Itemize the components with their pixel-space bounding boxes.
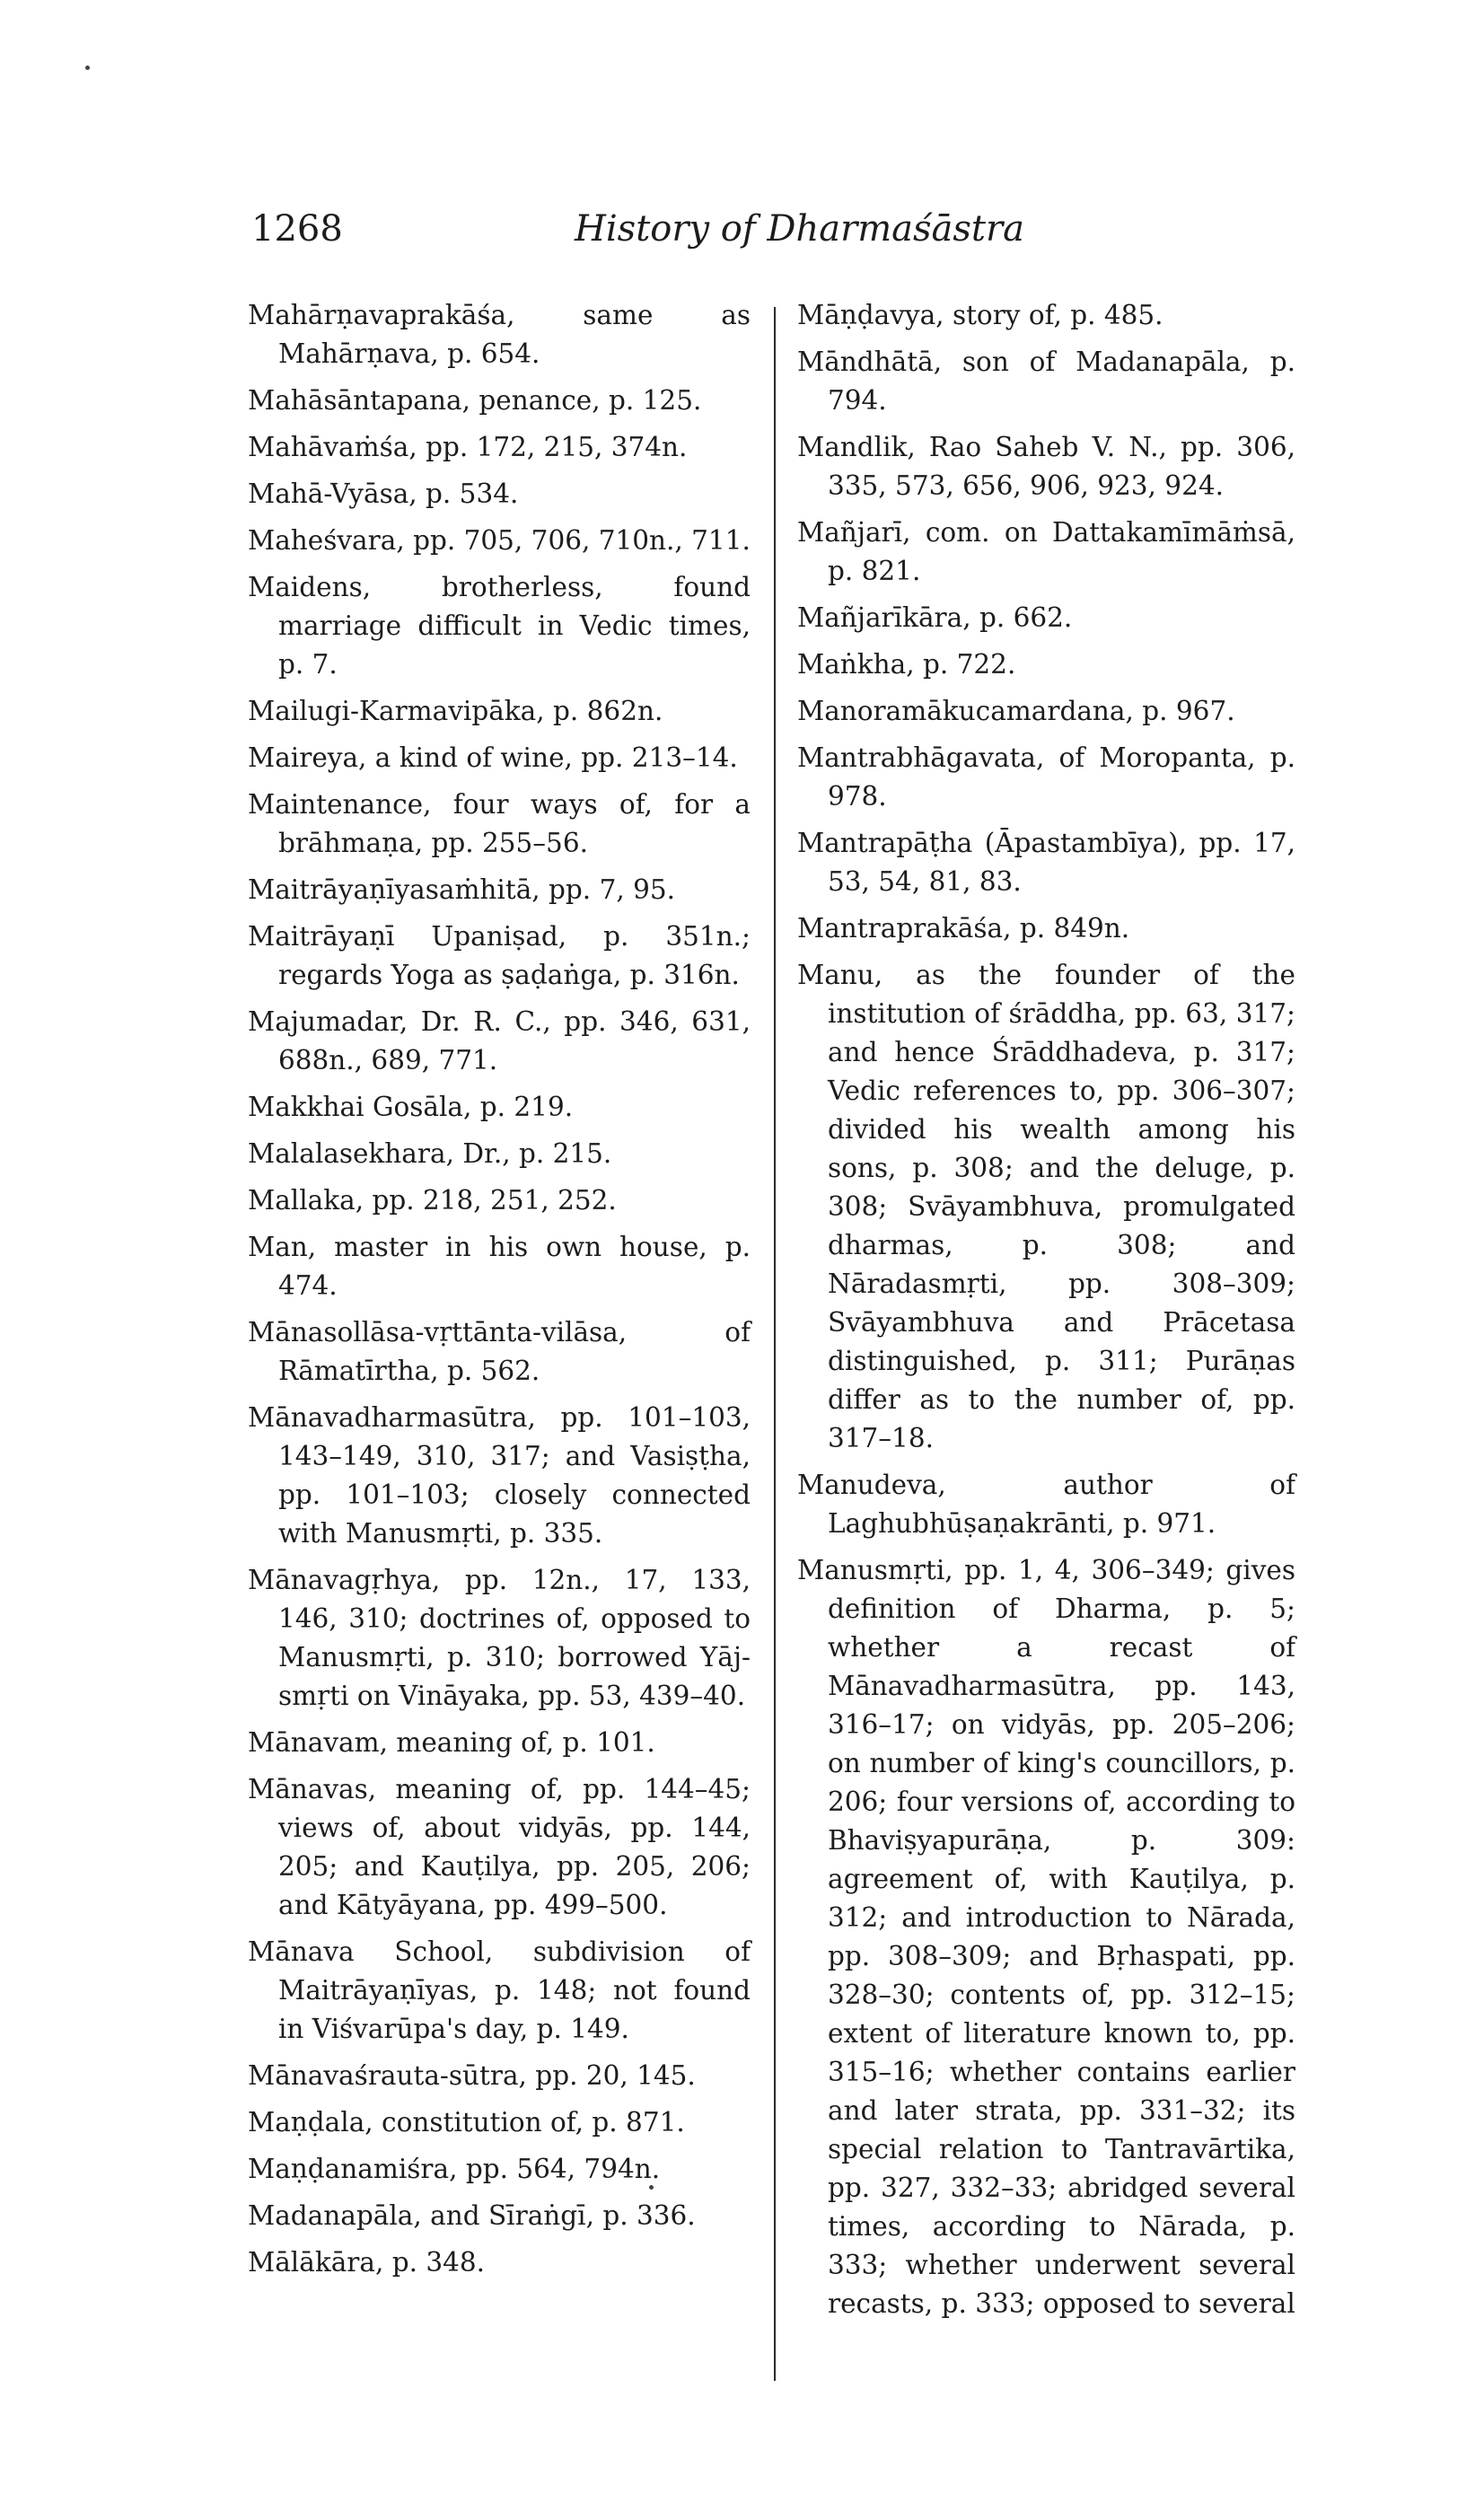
index-entry: Mantraprakāśa, p. 849n. xyxy=(797,913,1130,944)
index-entry: Mānava School, subdivision of Maitrāyaṇīyas, p. 148; not found in Viśvarūpa's day, p. 149. xyxy=(248,1936,751,2044)
scan-speck xyxy=(85,66,90,70)
index-entry: Māndhātā, son of Madanapāla, p. 794. xyxy=(797,347,1295,416)
index-entry: Mantrabhāgavata, of Moropanta, p. 978. xyxy=(797,742,1295,812)
index-entry: Mahāsāntapana, penance, p. 125. xyxy=(248,385,702,416)
index-entry: Maṅkha, p. 722. xyxy=(797,649,1016,680)
index-entry: Mānavadharmasūtra, pp. 101–103, 143–149, 310, 317; and Vasiṣṭha, pp. 101–103; closely connected with Manusmṛti, p. 335. xyxy=(248,1402,751,1549)
index-entry: Mahārṇavaprakāśa, same as Mahārṇava, p. 654. xyxy=(248,300,751,369)
index-entry: Manusmṛti, pp. 1, 4, 306–349; gives definition of Dharma, p. 5; whether a recast of Mānavadharmasūtra, pp. 143, 316–17; on vidyās, pp. 205–206; on number of king's councillors, p. 206; four versions of, according to Bhaviṣyapurāṇa, p. 309: agreement of, with Kauṭilya, p. 312; and introduction to Nārada, pp. 308–309; and Bṛhaspati, pp. 328–30; contents of, pp. 312–15; extent of literature known to, pp. 315–16; whether contains earlier and later strata, pp. 331–32; its special relation to Tantravārtika, pp. 327, 332–33; abridged several times, according to Nārada, p. 333; whether underwent several recasts, p. 333; opposed to several xyxy=(797,1555,1295,2319)
index-entry: Majumadar, Dr. R. C., pp. 346, 631, 688n., 689, 771. xyxy=(248,1006,751,1075)
index-entry: Mallaka, pp. 218, 251, 252. xyxy=(248,1185,617,1216)
index-entry: Mahā-Vyāsa, p. 534. xyxy=(248,478,519,509)
index-entry: Maitrāyaṇī Upaniṣad, p. 351n.; regards Yoga as ṣaḍaṅga, p. 316n. xyxy=(248,921,751,990)
index-entry: Man, master in his own house, p. 474. xyxy=(248,1232,751,1301)
index-entry: Maṇḍanamiśra, pp. 564, 794n. xyxy=(248,2154,661,2184)
index-entry: Mānavagṛhya, pp. 12n., 17, 133, 146, 310; doctrines of, opposed to Manusmṛti, p. 310; borrowed Yāj-smṛti on Vināyaka, pp. 53, 439–40. xyxy=(248,1565,751,1711)
index-entry: Mañjarīkāra, p. 662. xyxy=(797,602,1073,633)
running-title: History of Dharmaśāstra xyxy=(575,208,1024,250)
index-column-left xyxy=(248,296,751,2290)
index-entry: Mahāvaṁśa, pp. 172, 215, 374n. xyxy=(248,432,688,462)
index-entry: Madanapāla, and Sīraṅgī, p. 336. xyxy=(248,2200,696,2231)
index-entry: Maitrāyaṇīyasaṁhitā, pp. 7, 95. xyxy=(248,874,676,905)
index-entry: Māṇḍavya, story of, p. 485. xyxy=(797,300,1163,330)
index-entry: Mandlik, Rao Saheb V. N., pp. 306, 335, 573, 656, 906, 923, 924. xyxy=(797,432,1295,501)
index-column-right xyxy=(797,296,1295,2331)
index-entry: Mānavas, meaning of, pp. 144–45; views of, about vidyās, pp. 144, 205; and Kauṭilya, pp. 205, 206; and Kātyāyana, pp. 499–500. xyxy=(248,1774,751,1920)
index-entry: Mānasollāsa-vṛttānta-vilāsa, of Rāmatīrtha, p. 562. xyxy=(248,1317,751,1386)
index-entry: Maidens, brotherless, found marriage difficult in Vedic times, p. 7. xyxy=(248,572,751,680)
index-entry: Maintenance, four ways of, for a brāhmaṇa, pp. 255–56. xyxy=(248,789,751,858)
index-entry: Mailugi-Karmavipāka, p. 862n. xyxy=(248,696,663,726)
index-entry: Maireya, a kind of wine, pp. 213–14. xyxy=(248,742,738,773)
index-entry: Mānavam, meaning of, p. 101. xyxy=(248,1727,655,1758)
column-divider xyxy=(774,307,776,2381)
scan-speck xyxy=(649,2185,654,2190)
index-entry: Mānavaśrauta-sūtra, pp. 20, 145. xyxy=(248,2060,696,2091)
index-entry: Mantrapāṭha (Āpastambīya), pp. 17, 53, 54, 81, 83. xyxy=(797,828,1295,897)
index-entry: Maheśvara, pp. 705, 706, 710n., 711. xyxy=(248,525,751,556)
index-entry: Manudeva, author of Laghubhūṣaṇakrānti, p. 971. xyxy=(797,1470,1295,1539)
index-entry: Malalasekhara, Dr., p. 215. xyxy=(248,1138,612,1169)
index-entry: Manoramākucamardana, p. 967. xyxy=(797,696,1235,726)
index-entry: Mālākāra, p. 348. xyxy=(248,2247,486,2278)
index-entry: Manu, as the founder of the institution of śrāddha, pp. 63, 317; and hence Śrāddhadeva, p. 317; Vedic references to, pp. 306–307; divided his wealth among his sons, p. 308; and the deluge, p. 308; Svāyambhuva, promulgated dharmas, p. 308; and Nāradasmṛti, pp. 308–309; Svāyambhuva and Prācetasa distinguished, p. 311; Purāṇas differ as to the number of, pp. 317–18. xyxy=(797,960,1295,1453)
index-entry: Maṇḍala, constitution of, p. 871. xyxy=(248,2107,685,2138)
index-entry: Makkhai Gosāla, p. 219. xyxy=(248,1092,574,1122)
index-entry: Mañjarī, com. on Dattakamīmāṁsā, p. 821. xyxy=(797,517,1295,586)
page-number: 1268 xyxy=(251,208,343,250)
